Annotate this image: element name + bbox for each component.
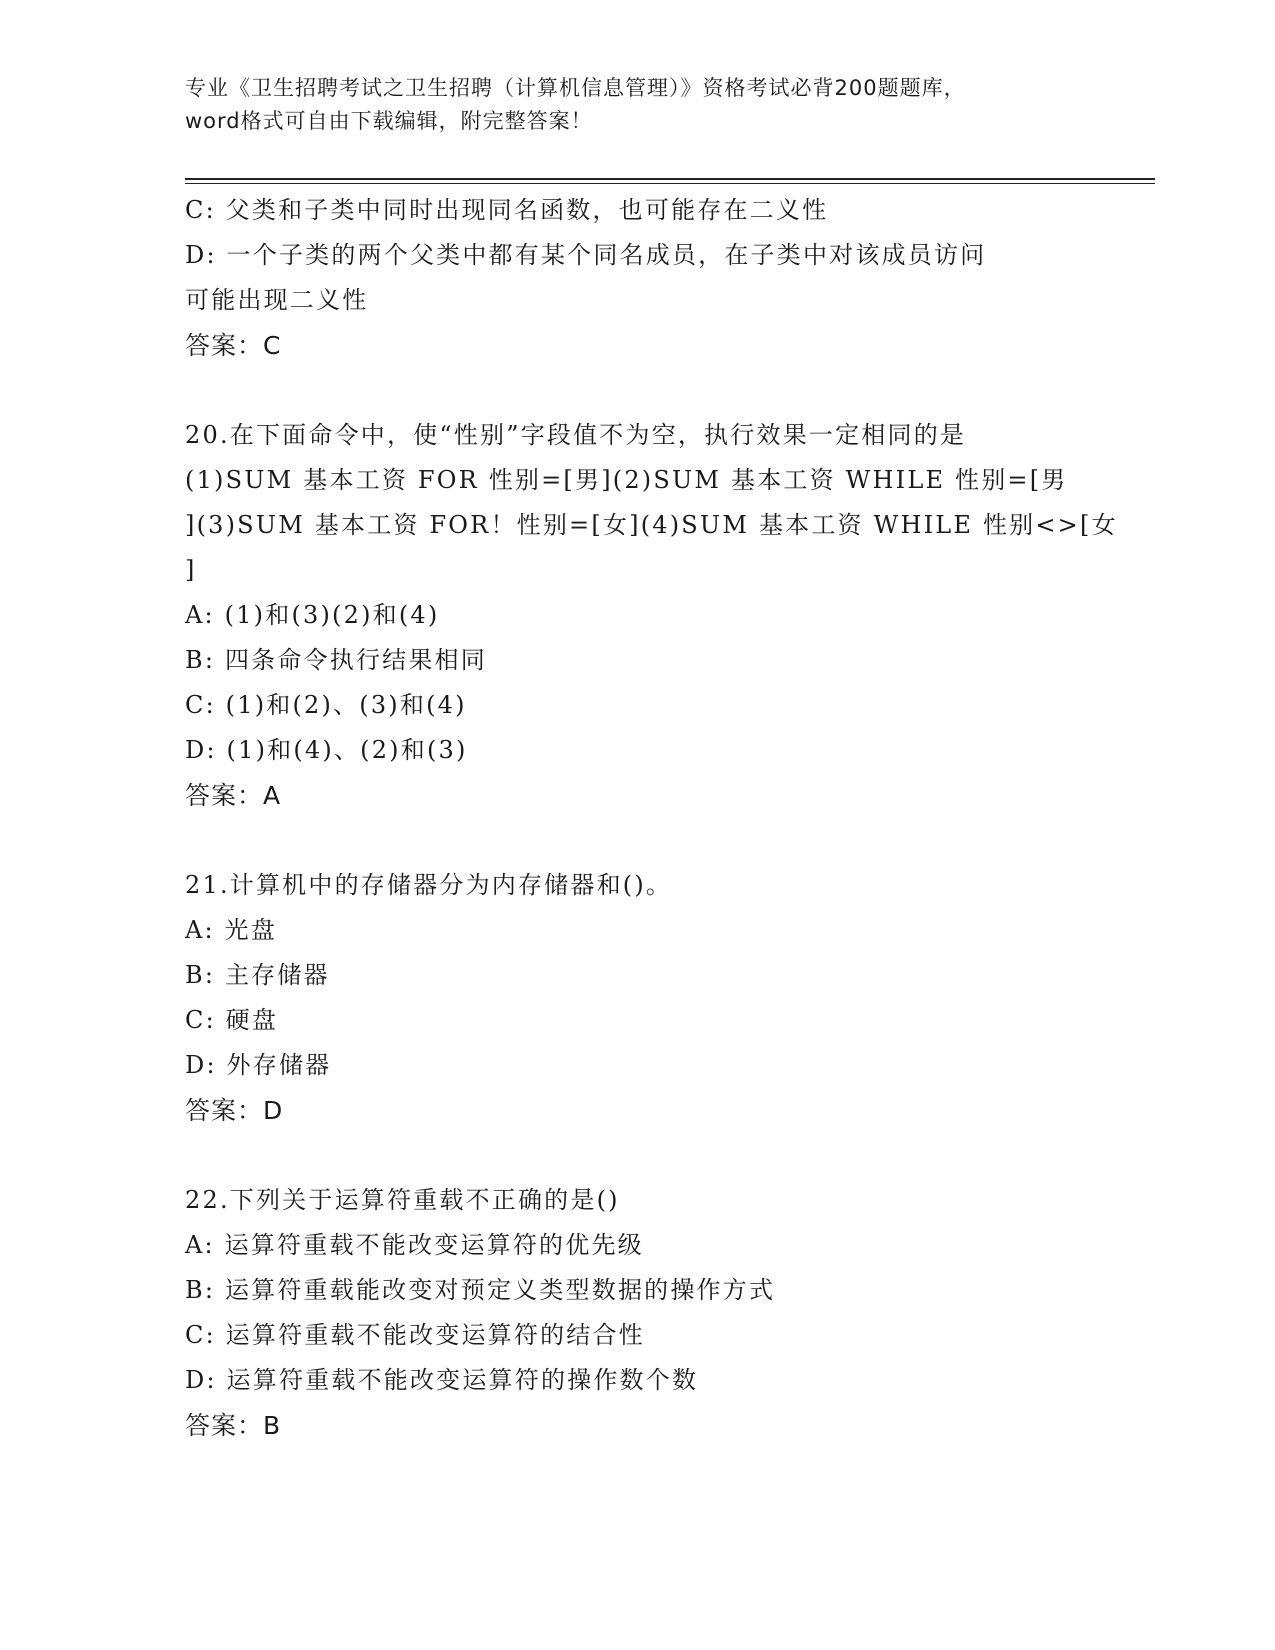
spacer	[185, 1133, 1085, 1178]
q21-option-c: C: 硬盘	[185, 1006, 279, 1034]
q20-option-c: C: (1)和(2)、(3)和(4)	[185, 691, 467, 719]
q19-option-d-line-1: D: 一个子类的两个父类中都有某个同名成员，在子类中对该成员访问	[185, 241, 987, 269]
spacer	[185, 818, 1085, 863]
q22-option-c: C: 运算符重载不能改变运算符的结合性	[185, 1321, 645, 1349]
header-title-line-1: 专业《卫生招聘考试之卫生招聘（计算机信息管理）》资格考试必背200题题库，	[185, 76, 966, 100]
spacer	[185, 368, 1085, 413]
q20-stem-line-3: ](3)SUM 基本工资 FOR！性别=[女](4)SUM 基本工资 WHILE 性别<>[女	[185, 511, 1118, 539]
q21-option-b: B: 主存储器	[185, 961, 330, 989]
q19-option-d-line-2: 可能出现二义性	[185, 286, 369, 314]
q21-option-d: D: 外存储器	[185, 1051, 332, 1079]
question-20	[185, 413, 1118, 818]
q19-option-c: C: 父类和子类中同时出现同名函数，也可能存在二义性	[185, 196, 829, 224]
q20-stem-line-1: 20.在下面命令中，使“性别”字段值不为空，执行效果一定相同的是	[185, 421, 967, 449]
q20-stem-line-2: (1)SUM 基本工资 FOR 性别=[男](2)SUM 基本工资 WHILE 性别=[男	[185, 466, 1068, 494]
q19-answer: 答案：C	[185, 331, 282, 360]
q22-stem: 22.下列关于运算符重载不正确的是()	[185, 1186, 620, 1214]
question-22	[185, 1178, 1085, 1448]
q22-option-a: A: 运算符重载不能改变运算符的优先级	[185, 1231, 644, 1259]
q20-option-b: B: 四条命令执行结果相同	[185, 646, 487, 674]
q20-stem-line-4: ]	[185, 556, 197, 584]
header-divider-thick	[185, 178, 1155, 180]
question-content	[185, 188, 1118, 1448]
question-19-continued	[185, 188, 1085, 368]
q20-answer: 答案：A	[185, 781, 282, 810]
q21-answer: 答案：D	[185, 1096, 284, 1125]
q20-option-d: D: (1)和(4)、(2)和(3)	[185, 736, 468, 764]
q22-option-d: D: 运算符重载不能改变运算符的操作数个数	[185, 1366, 699, 1394]
question-21	[185, 863, 1085, 1133]
q21-stem: 21.计算机中的存储器分为内存储器和()。	[185, 871, 673, 899]
document-header	[185, 72, 1085, 138]
q22-option-b: B: 运算符重载能改变对预定义类型数据的操作方式	[185, 1276, 776, 1304]
header-title-line-2: word格式可自由下载编辑，附完整答案！	[185, 109, 593, 133]
header-divider-thin	[185, 183, 1155, 184]
q21-option-a: A: 光盘	[185, 916, 278, 944]
q22-answer: 答案：B	[185, 1411, 282, 1440]
q20-option-a: A: (1)和(3)(2)和(4)	[185, 601, 440, 629]
